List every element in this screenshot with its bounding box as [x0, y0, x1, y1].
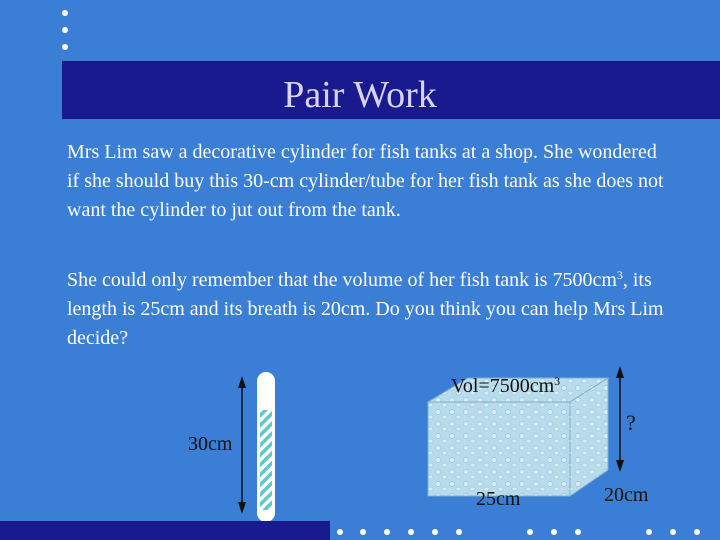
- volume-superscript: 3: [554, 374, 561, 388]
- decorative-dot: [646, 529, 652, 535]
- decorative-dot: [575, 529, 581, 535]
- decorative-dot: [360, 529, 366, 535]
- problem-paragraph-1: Mrs Lim saw a decorative cylinder for fish tanks at a shop. She wondered if she should buy this 30-cm cylinder/tube for her fish tank as she does not want the cylinder to jut out from the tank.: [67, 141, 664, 221]
- paragraph-2-superscript: 3: [616, 268, 623, 282]
- decorative-dot: [527, 529, 533, 535]
- cylinder-height-label: 30cm: [188, 433, 233, 455]
- tank-breadth-label: 20cm: [604, 484, 649, 506]
- tank-front-face: [428, 402, 570, 496]
- tank-height-unknown: ?: [626, 410, 636, 435]
- decorative-dot: [384, 529, 390, 535]
- decorative-dot: [551, 529, 557, 535]
- slide-title: Pair Work: [283, 74, 437, 116]
- decorative-dot: [694, 529, 700, 535]
- volume-label-text: Vol=7500cm: [451, 375, 555, 397]
- tank-length-label: 25cm: [476, 488, 521, 510]
- paragraph-2-text-b: , its length is 25cm and its breath is 20cm. Do you think you can help Mrs Lim decide?: [67, 269, 664, 349]
- bottom-bar: [0, 521, 330, 540]
- decorative-dot: [337, 529, 343, 535]
- arrow-head-down: [616, 460, 624, 472]
- paragraph-2-text-a: She could only remember that the volume of her fish tank is 7500cm: [67, 269, 617, 291]
- arrow-head-up: [616, 366, 624, 378]
- decorative-dot: [456, 529, 462, 535]
- decorative-dot: [432, 529, 438, 535]
- volume-label: [451, 375, 560, 397]
- decorative-dot: [408, 529, 414, 535]
- decorative-dot: [670, 529, 676, 535]
